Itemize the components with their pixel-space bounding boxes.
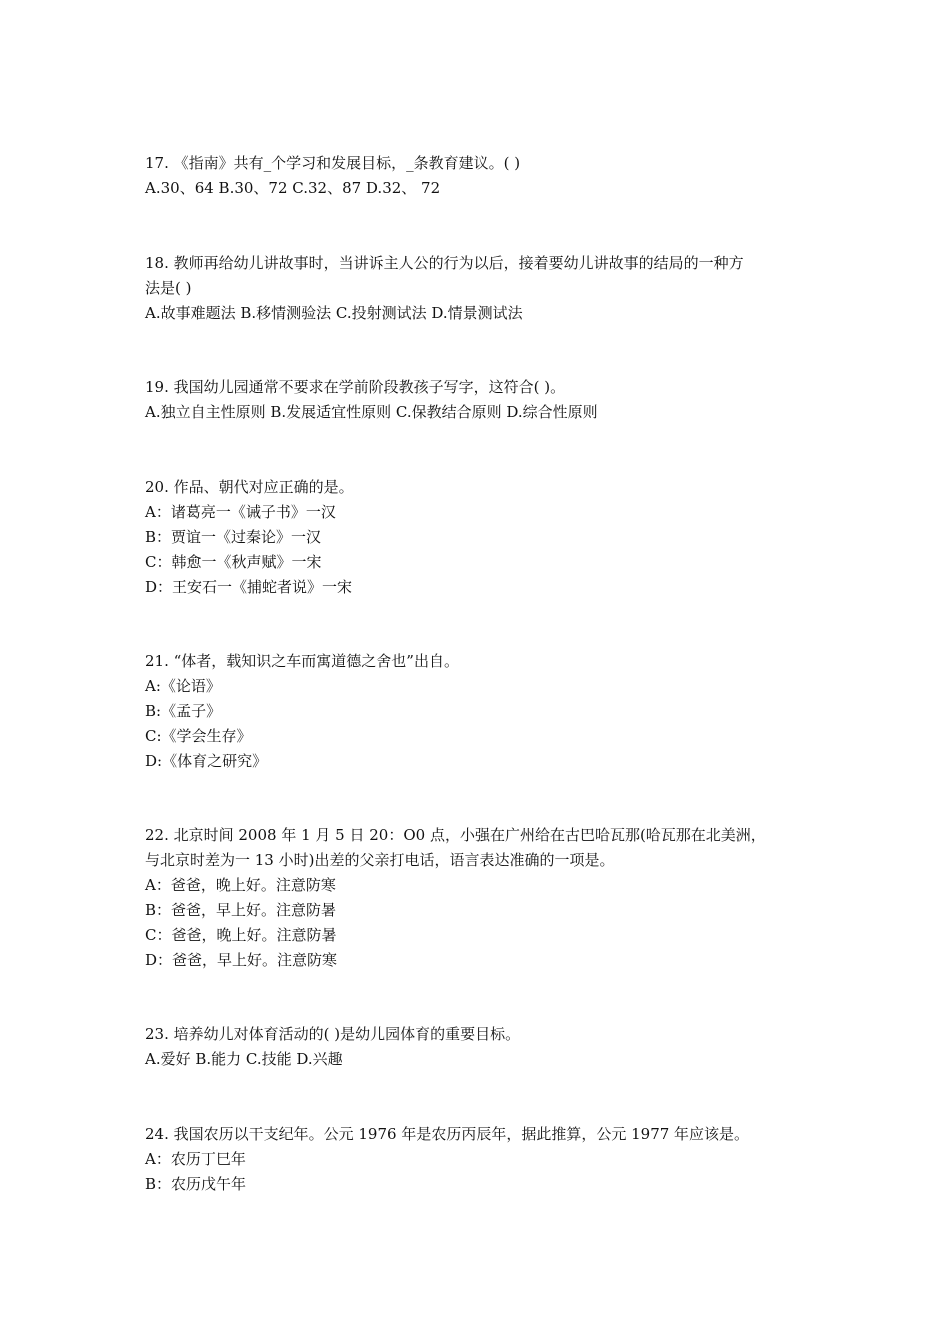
option-c: C:《学会生存》 [145, 727, 252, 745]
option-a: A：爸爸，晚上好。注意防寒 [145, 876, 336, 894]
question-stem: 21. “体者，载知识之车而寓道德之舍也”出自。 [145, 652, 459, 670]
question-stem: 18. 教师再给幼儿讲故事时，当讲诉主人公的行为以后，接着要幼儿讲故事的结局的一种方 [145, 254, 744, 272]
question-20 [145, 475, 825, 600]
question-stem: 22. 北京时间 2008 年 1 月 5 日 20：O0 点，小强在广州给在古巴哈瓦那(哈瓦那在北美洲， [145, 826, 766, 844]
option-d: D:《体育之研究》 [145, 752, 268, 770]
question-stem-continued: 与北京时差为一 13 小时)出差的父亲打电话，语言表达准确的一项是。 [145, 851, 615, 869]
question-19 [145, 375, 825, 425]
option-b: B：贾谊一《过秦论》一汉 [145, 528, 322, 546]
option-c: C：韩愈一《秋声赋》一宋 [145, 553, 322, 571]
answer-options: A.30、64 B.30、72 C.32、87 D.32、 72 [145, 179, 441, 197]
option-c: C：爸爸，晚上好。注意防暑 [145, 926, 337, 944]
option-a: A：农历丁巳年 [145, 1150, 246, 1168]
answer-options: A.爱好 B.能力 C.技能 D.兴趣 [145, 1050, 343, 1068]
question-stem: 17. 《指南》共有_个学习和发展目标，_条教育建议。( ) [145, 154, 521, 172]
question-stem: 23. 培养幼儿对体育活动的( )是幼儿园体育的重要目标。 [145, 1025, 521, 1043]
option-d: D：爸爸，早上好。注意防寒 [145, 951, 338, 969]
question-stem: 24. 我国农历以干支纪年。公元 1976 年是农历丙辰年，据此推算，公元 1977 年应该是。 [145, 1125, 750, 1143]
option-a: A：诸葛亮一《诫子书》一汉 [145, 503, 336, 521]
question-stem: 20. 作品、朝代对应正确的是。 [145, 478, 354, 496]
option-b: B:《孟子》 [145, 702, 222, 720]
question-23 [145, 1022, 825, 1072]
option-b: B：农历戊午年 [145, 1175, 247, 1193]
question-22 [145, 823, 825, 973]
question-stem-continued: 法是( ) [145, 279, 192, 297]
answer-options: A.故事难题法 B.移情测验法 C.投射测试法 D.情景测试法 [145, 304, 523, 322]
question-21 [145, 649, 825, 774]
question-17 [145, 151, 825, 201]
answer-options: A.独立自主性原则 B.发展适宜性原则 C.保教结合原则 D.综合性原则 [145, 403, 598, 421]
question-24 [145, 1122, 825, 1197]
question-stem: 19. 我国幼儿园通常不要求在学前阶段教孩子写字，这符合( )。 [145, 378, 566, 396]
option-d: D：王安石一《捕蛇者说》一宋 [145, 578, 353, 596]
question-18 [145, 251, 825, 326]
option-b: B：爸爸，早上好。注意防暑 [145, 901, 337, 919]
option-a: A:《论语》 [145, 677, 221, 695]
